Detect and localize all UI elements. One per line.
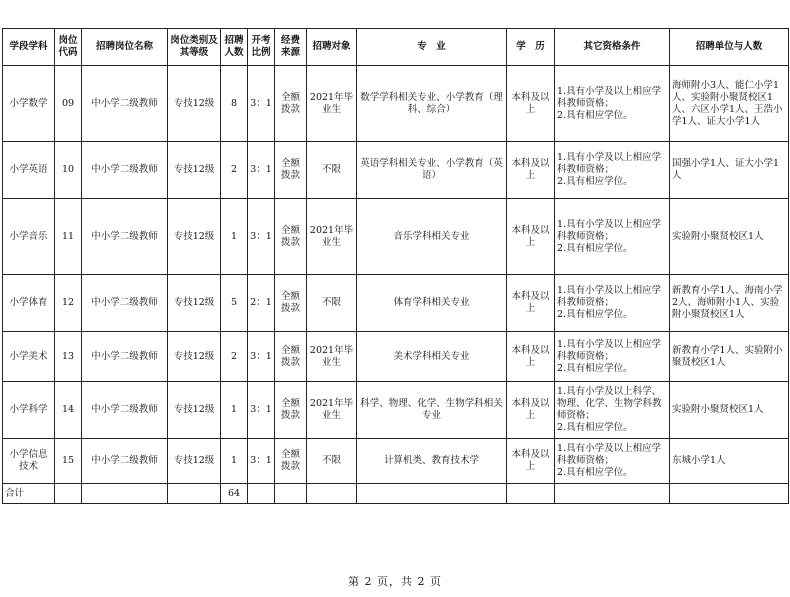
total-row [3, 484, 789, 504]
category-cell: 专技12级 [168, 66, 221, 142]
condition-line: 2.具有相应学位。 [557, 176, 633, 187]
condition-line: 2.具有相应学位。 [557, 242, 633, 254]
subject-cell: 小学科学 [3, 382, 55, 439]
post-code-cell: 12 [55, 275, 82, 332]
conditions-cell [555, 275, 670, 332]
major-cell: 计算机类、教育技术学 [357, 439, 507, 484]
major-cell: 数学学科相关专业、小学教育（理科、综合） [357, 66, 507, 142]
education-cell: 本科及以上 [507, 66, 555, 142]
post-code-cell: 10 [55, 142, 82, 199]
category-cell: 专技12级 [168, 332, 221, 382]
conditions-cell [555, 142, 670, 199]
target-cell: 2021年毕业生 [307, 382, 357, 439]
conditions-cell [555, 439, 670, 484]
count-cell: 1 [221, 439, 248, 484]
total-empty [55, 484, 82, 504]
header-major: 专 业 [357, 29, 507, 66]
count-cell: 1 [221, 199, 248, 275]
header-funding: 经费来源 [275, 29, 307, 66]
target-cell: 不限 [307, 439, 357, 484]
post-name-cell: 中小学二级教师 [82, 275, 168, 332]
total-empty [507, 484, 555, 504]
page-footer: 第 2 页，共 2 页 [348, 575, 442, 588]
table-row [3, 66, 789, 142]
condition-line: 1.具有小学及以上相应学科教师资格； [557, 338, 662, 362]
total-empty [168, 484, 221, 504]
subject-cell: 小学数学 [3, 66, 55, 142]
ratio-cell: 2：1 [248, 275, 275, 332]
post-name-cell: 中小学二级教师 [82, 142, 168, 199]
total-label: 合计 [3, 484, 55, 504]
post-name-cell: 中小学二级教师 [82, 199, 168, 275]
funding-cell: 全额拨款 [275, 439, 307, 484]
post-name-cell: 中小学二级教师 [82, 439, 168, 484]
conditions-cell [555, 66, 670, 142]
post-name-cell: 中小学二级教师 [82, 66, 168, 142]
ratio-cell: 3：1 [248, 332, 275, 382]
post-code-cell: 14 [55, 382, 82, 439]
subject-cell: 小学体育 [3, 275, 55, 332]
header-category: 岗位类别及其等级 [168, 29, 221, 66]
funding-cell: 全额拨款 [275, 332, 307, 382]
condition-line: 1.具有小学及以上相应学科教师资格； [557, 218, 662, 242]
education-cell: 本科及以上 [507, 275, 555, 332]
major-cell: 美术学科相关专业 [357, 332, 507, 382]
education-cell: 本科及以上 [507, 199, 555, 275]
condition-line: 2.具有相应学位。 [557, 309, 633, 320]
condition-line: 2.具有相应学位。 [557, 422, 633, 433]
condition-line: 2.具有相应学位。 [557, 362, 633, 374]
header-education: 学 历 [507, 29, 555, 66]
units-cell: 海师附小3人、能仁小学1人、实验附小聚贤校区1人、六区小学1人、王浩小学1人、证大小学1人 [670, 66, 789, 142]
condition-line: 1.具有小学及以上相应学科教师资格； [557, 285, 662, 308]
total-empty [357, 484, 507, 504]
category-cell: 专技12级 [168, 275, 221, 332]
total-count: 64 [221, 484, 248, 504]
target-cell: 不限 [307, 275, 357, 332]
units-cell: 实验附小聚贤校区1人 [670, 199, 789, 275]
total-empty [82, 484, 168, 504]
total-empty [555, 484, 670, 504]
header-subject: 学段学科 [3, 29, 55, 66]
funding-cell: 全额拨款 [275, 66, 307, 142]
funding-cell: 全额拨款 [275, 382, 307, 439]
post-code-cell: 11 [55, 199, 82, 275]
target-cell: 2021年毕业生 [307, 66, 357, 142]
table-row [3, 382, 789, 439]
header-ratio: 开考比例 [248, 29, 275, 66]
units-cell: 东城小学1人 [670, 439, 789, 484]
category-cell: 专技12级 [168, 382, 221, 439]
table-row [3, 199, 789, 275]
header-row [3, 29, 789, 66]
count-cell: 5 [221, 275, 248, 332]
subject-cell: 小学音乐 [3, 199, 55, 275]
category-cell: 专技12级 [168, 199, 221, 275]
table-row [3, 332, 789, 382]
education-cell: 本科及以上 [507, 142, 555, 199]
funding-cell: 全额拨款 [275, 199, 307, 275]
ratio-cell: 3：1 [248, 382, 275, 439]
conditions-cell [555, 332, 670, 382]
conditions-cell [555, 199, 670, 275]
count-cell: 2 [221, 332, 248, 382]
header-conditions: 其它资格条件 [555, 29, 670, 66]
header-post-name: 招聘岗位名称 [82, 29, 168, 66]
education-cell: 本科及以上 [507, 439, 555, 484]
target-cell: 2021年毕业生 [307, 199, 357, 275]
funding-cell: 全额拨款 [275, 142, 307, 199]
count-cell: 2 [221, 142, 248, 199]
total-empty [670, 484, 789, 504]
condition-line: 1.具有小学及以上相应学科教师资格； [557, 152, 662, 175]
post-code-cell: 13 [55, 332, 82, 382]
total-empty [275, 484, 307, 504]
category-cell: 专技12级 [168, 439, 221, 484]
post-code-cell: 15 [55, 439, 82, 484]
count-cell: 8 [221, 66, 248, 142]
ratio-cell: 3：1 [248, 439, 275, 484]
subject-cell: 小学英语 [3, 142, 55, 199]
units-cell: 新教育小学1人、海南小学2人、海师附小1人、实验附小聚贤校区1人 [670, 275, 789, 332]
target-cell: 2021年毕业生 [307, 332, 357, 382]
table-row [3, 275, 789, 332]
units-cell: 实验附小聚贤校区1人 [670, 382, 789, 439]
subject-cell: 小学美术 [3, 332, 55, 382]
count-cell: 1 [221, 382, 248, 439]
header-count: 招聘人数 [221, 29, 248, 66]
education-cell: 本科及以上 [507, 382, 555, 439]
condition-line: 2.具有相应学位。 [557, 467, 633, 478]
units-cell: 新教育小学1人、实验附小聚贤校区1人 [670, 332, 789, 382]
condition-line: 1.具有小学及以上相应学科教师资格； [557, 85, 662, 109]
major-cell: 体育学科相关专业 [357, 275, 507, 332]
category-cell: 专技12级 [168, 142, 221, 199]
total-empty [307, 484, 357, 504]
total-empty [248, 484, 275, 504]
target-cell: 不限 [307, 142, 357, 199]
major-cell: 音乐学科相关专业 [357, 199, 507, 275]
major-cell: 科学、物理、化学、生物学科相关专业 [357, 382, 507, 439]
post-name-cell: 中小学二级教师 [82, 332, 168, 382]
ratio-cell: 3：1 [248, 66, 275, 142]
header-post-code: 岗位代码 [55, 29, 82, 66]
header-target: 招聘对象 [307, 29, 357, 66]
funding-cell: 全额拨款 [275, 275, 307, 332]
ratio-cell: 3：1 [248, 199, 275, 275]
education-cell: 本科及以上 [507, 332, 555, 382]
condition-line: 1.具有小学及以上相应学科教师资格； [557, 443, 662, 466]
subject-cell: 小学信息技术 [3, 439, 55, 484]
table-row [3, 142, 789, 199]
units-cell: 国强小学1人、证大小学1人 [670, 142, 789, 199]
table-row [3, 439, 789, 484]
post-name-cell: 中小学二级教师 [82, 382, 168, 439]
ratio-cell: 3：1 [248, 142, 275, 199]
post-code-cell: 09 [55, 66, 82, 142]
condition-line: 2.具有相应学位。 [557, 109, 633, 121]
recruitment-table [2, 28, 789, 504]
conditions-cell [555, 382, 670, 439]
condition-line: 1.具有小学及以上科学、物理、化学、生物学科教师资格； [557, 386, 662, 421]
header-units: 招聘单位与人数 [670, 29, 789, 66]
major-cell: 英语学科相关专业、小学教育（英语） [357, 142, 507, 199]
